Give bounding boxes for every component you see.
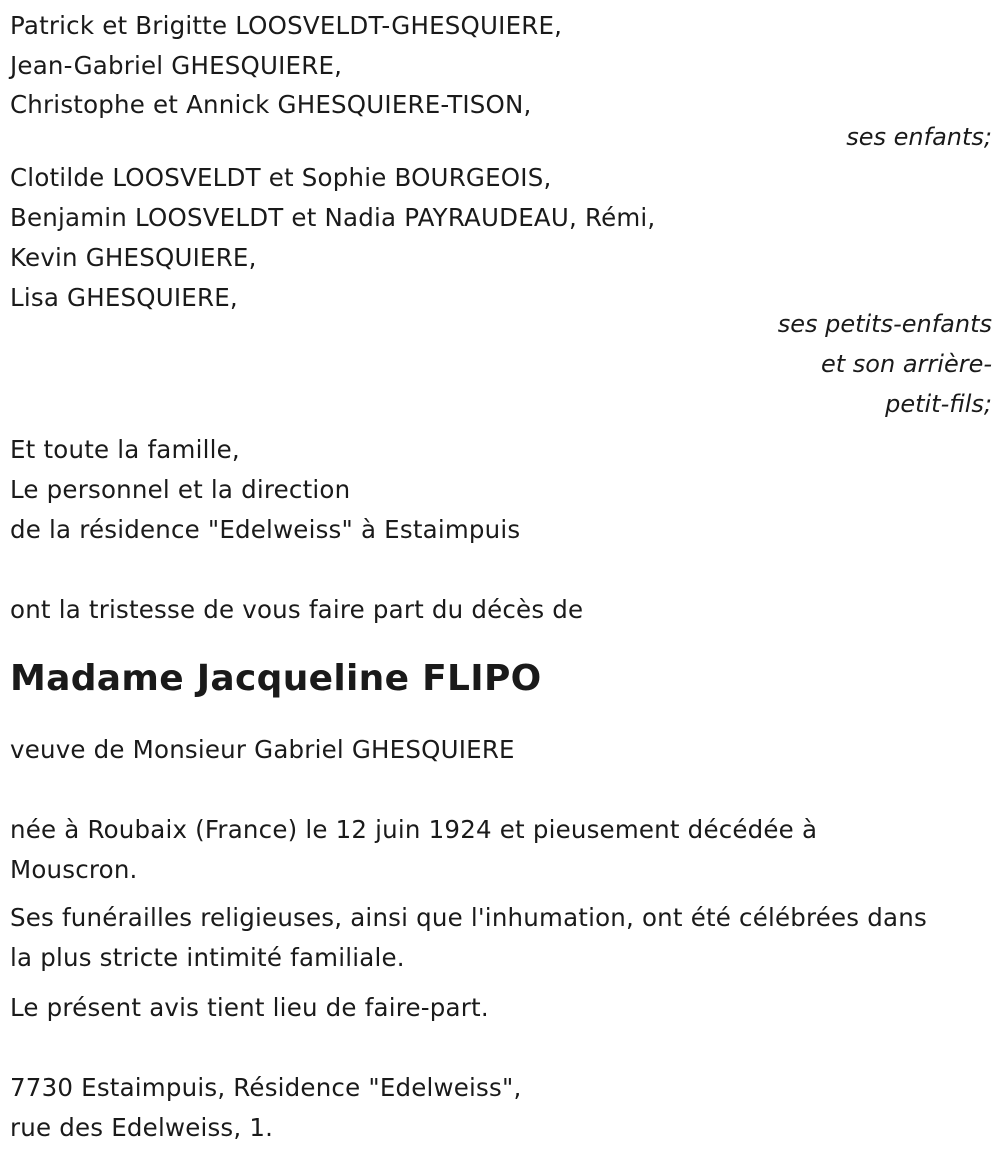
funeral-text [10,898,992,978]
label-line: petit-fils; [885,390,992,418]
paragraph-line: Ses funérailles religieuses, ainsi que l'inhumation, ont été célébrées dans [10,903,927,932]
address-line: rue des Edelweiss, 1. [10,1113,274,1142]
family-line: Le personnel et la direction [10,475,351,504]
grandchildren-label [10,304,992,424]
family-line: Patrick et Brigitte LOOSVELDT-GHESQUIERE, [10,11,563,40]
paragraph-line: née à Roubaix (France) le 12 juin 1924 et pieusement décédée à [10,815,818,844]
paragraph-line: Mouscron. [10,855,138,884]
announcement-text: ont la tristesse de vous faire part du décès de [10,595,584,624]
paragraph-line: la plus stricte intimité familiale. [10,943,405,972]
family-line: Benjamin LOOSVELDT et Nadia PAYRAUDEAU, Rémi, [10,203,656,232]
address-block [10,1068,992,1148]
family-line: de la résidence "Edelweiss" à Estaimpuis [10,515,521,544]
children-label: ses enfants; [846,123,992,151]
obituary-notice [10,6,992,1148]
family-line: Et toute la famille, [10,435,240,464]
family-line: Lisa GHESQUIERE, [10,283,238,312]
birth-death-text [10,810,992,890]
family-line: Kevin GHESQUIERE, [10,243,257,272]
family-line: Christophe et Annick GHESQUIERE-TISON, [10,90,532,119]
family-line: Clotilde LOOSVELDT et Sophie BOURGEOIS, [10,163,552,192]
address-line: 7730 Estaimpuis, Résidence "Edelweiss", [10,1073,522,1102]
widow-of-text: veuve de Monsieur Gabriel GHESQUIERE [10,735,515,764]
label-line: ses petits-enfants [777,310,992,338]
notice-text: Le présent avis tient lieu de faire-part. [10,993,489,1022]
family-line: Jean-Gabriel GHESQUIERE, [10,51,343,80]
deceased-name: Madame Jacqueline FLIPO [10,658,542,699]
grandchildren-list [10,158,992,318]
others-list [10,430,992,550]
children-list [10,6,992,124]
label-line: et son arrière- [821,350,992,378]
